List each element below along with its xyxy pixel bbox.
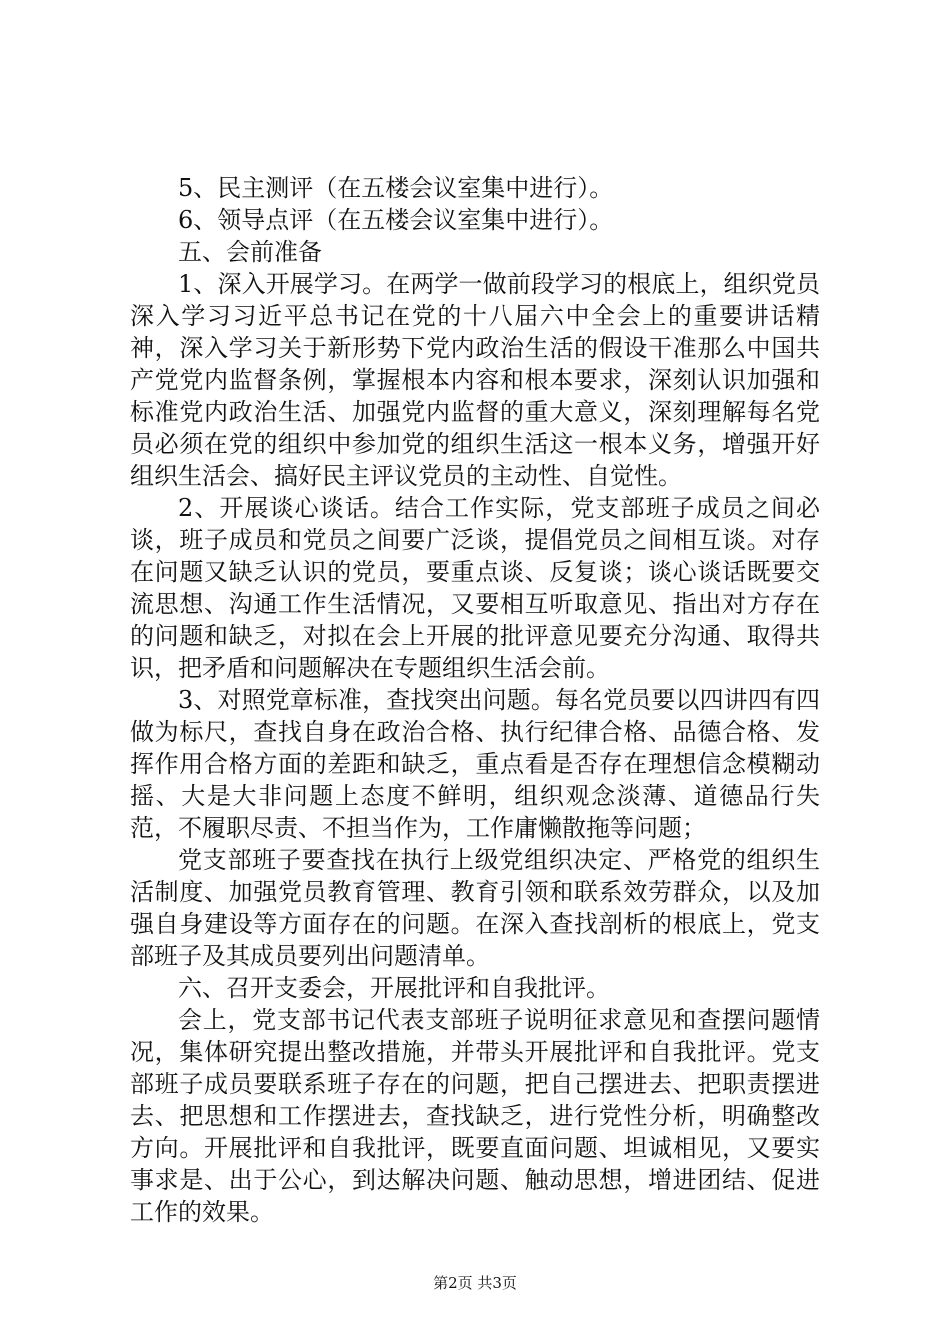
paragraph-talks: 2、开展谈心谈话。结合工作实际，党支部班子成员之间必谈，班子成员和党员之间要广泛谈，提倡党员之间相互谈。对存在问题又缺乏认识的党员，要重点谈、反复谈；谈心谈话既要交流思想、沟通工作生活情况，又要相互听取意见、指出对方存在的问题和缺乏，对拟在会上开展的批评意见要充分沟通、取得共识，把矛盾和问题解决在专题组织生活会前。 <box>130 494 820 682</box>
paragraph-meeting: 会上，党支部书记代表支部班子说明征求意见和查摆问题情况，集体研究提出整改措施，并带头开展批评和自我批评。党支部班子成员要联系班子存在的问题，把自己摆进去、把职责摆进去、把思想和工作摆进去，查找缺乏，进行党性分析，明确整改方向。开展批评和自我批评，既要直面问题、坦诚相见，又要实事求是、出于公心，到达解决问题、触动思想，增进团结、促进工作的效果。 <box>130 1006 820 1226</box>
document-body <box>130 172 820 1228</box>
paragraph-problems: 3、对照党章标准，查找突出问题。每名党员要以四讲四有四做为标尺，查找自身在政治合格、执行纪律合格、品德合格、发挥作用合格方面的差距和缺乏，重点看是否存在理想信念模糊动摇、大是大非问题上态度不鲜明，组织观念淡薄、道德品行失范，不履职尽责、不担当作为，工作庸懒散拖等问题； <box>130 686 820 842</box>
page-footer: 第2页 共3页 <box>433 1274 517 1292</box>
paragraph-item-6: 6、领导点评（在五楼会议室集中进行）。 <box>178 206 614 234</box>
section-heading-prep: 五、会前准备 <box>178 238 322 266</box>
paragraph-branch-team: 党支部班子要查找在执行上级党组织决定、严格党的组织生活制度、加强党员教育管理、教育引领和联系效劳群众，以及加强自身建设等方面存在的问题。在深入查找剖析的根底上，党支部班子及其成员要列出问题清单。 <box>130 846 820 970</box>
paragraph-study: 1、深入开展学习。在两学一做前段学习的根底上，组织党员深入学习习近平总书记在党的十八届六中全会上的重要讲话精神，深入学习关于新形势下党内政治生活的假设干准那么中国共产党党内监督条例，掌握根本内容和根本要求，深刻认识加强和标准党内政治生活、加强党内监督的重大意义，深刻理解每名党员必须在党的组织中参加党的组织生活这一根本义务，增强开好组织生活会、搞好民主评议党员的主动性、自觉性。 <box>130 270 820 490</box>
paragraph-item-5: 5、民主测评（在五楼会议室集中进行）。 <box>178 174 614 202</box>
section-heading-meeting: 六、召开支委会，开展批评和自我批评。 <box>178 974 610 1002</box>
